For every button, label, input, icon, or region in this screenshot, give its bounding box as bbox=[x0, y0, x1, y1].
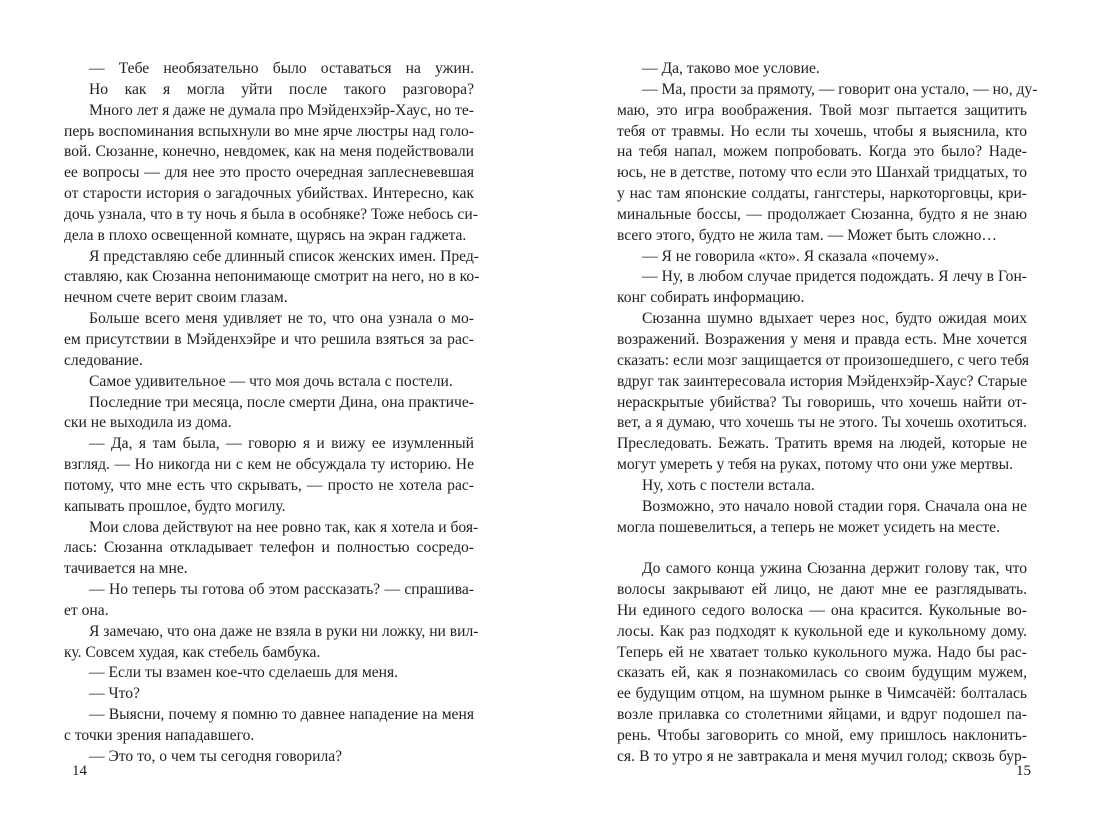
text-line: Последние три месяца, после смерти Дина, она практиче- bbox=[89, 393, 474, 411]
text-line: с точки зрения нападавшего. bbox=[64, 727, 255, 744]
text-line: лась: Сюзанна откладывает телефон и полностью сосредо- bbox=[64, 539, 474, 557]
text-line: ее будущим отцом, на шумном рынке в Чимсачёй: болталась bbox=[617, 685, 1027, 703]
left-page bbox=[64, 59, 480, 768]
text-line: могла пошевелиться, а теперь не может усидеть на месте. bbox=[617, 518, 1000, 536]
text-line: конг собирать информацию. bbox=[617, 289, 805, 307]
text-line: нераскрытые убийства? Ты говоришь, что хочешь найти от- bbox=[617, 393, 1027, 411]
text-line: на тебя напал, можем попробовать. Когда это было? Наде- bbox=[617, 143, 1027, 161]
text-line: всего этого, будто не жила там. — Может быть сложно… bbox=[617, 226, 998, 244]
text-line: дочь узнала, что в ту ночь я была в особняке? Тоже небось си- bbox=[64, 205, 478, 223]
text-line: — Но теперь ты готова об этом рассказать? — спрашива- bbox=[89, 581, 474, 599]
text-line: — Это то, о чем ты сегодня говорила? bbox=[89, 747, 343, 765]
page-number-right: 15 bbox=[1016, 763, 1031, 779]
text-line: Больше всего меня удивляет не то, что она узнала о мо- bbox=[89, 310, 474, 328]
text-line: сказать ей, как я познакомилась со своим будущим мужем, bbox=[617, 664, 1027, 682]
text-line: перь воспоминания вспыхнули во мне ярче люстры над голо- bbox=[64, 122, 474, 140]
text-line: тачивается на мне. bbox=[64, 560, 188, 578]
section-break bbox=[617, 538, 1027, 559]
text-line: — Да, таково мое условие. bbox=[642, 60, 820, 77]
text-line: — Ну, в любом случае придется подождать. Я лечу в Гон- bbox=[642, 268, 1027, 286]
text-line: возражений. Возражения у меня и правда есть. Мне хочется bbox=[617, 330, 1027, 348]
text-line: — Тебе необязательно было оставаться на ужин. bbox=[89, 60, 474, 77]
text-line: вдруг так заинтересовала история Мэйденхэйр-Хаус? Старые bbox=[617, 372, 1027, 390]
text-line: от старости история о загадочных убийствах. Интересно, как bbox=[64, 185, 474, 203]
text-line: взгляд. — Но никогда ни с кем не обсуждала ту историю. Не bbox=[64, 456, 474, 474]
text-line: Теперь ей не хватает только кукольного мужа. Надо бы рас- bbox=[617, 643, 1027, 661]
text-line: Преследовать. Бежать. Тратить время на людей, которые не bbox=[617, 435, 1027, 453]
text-line: ставляю, как Сюзанна непонимающе смотрит на него, но в ко- bbox=[64, 268, 480, 286]
right-page bbox=[617, 59, 1038, 768]
text-line: сказать: если мозг защищается от произошедшего, с чего тебя bbox=[617, 351, 1030, 369]
text-line: ся. В то утро я не завтракала и меня мучил голод; сквозь бур- bbox=[617, 747, 1027, 765]
page-number-left: 14 bbox=[72, 763, 87, 779]
text-line: Ни единого седого волоска — она красится. Кукольные во- bbox=[617, 601, 1027, 619]
text-line: у нас там японские солдаты, гангстеры, наркоторговцы, кри- bbox=[617, 185, 1027, 203]
text-line: дела в плохо освещенной комнате, щурясь на экран гаджета. bbox=[64, 226, 467, 244]
text-line: ее вопросы — для нее это просто очередная заплесневевшая bbox=[64, 164, 474, 182]
text-line: Но как я могла уйти после такого разговора? bbox=[89, 80, 474, 98]
text-line: — Ма, прости за прямоту, — говорит она устало, — но, ду- bbox=[642, 80, 1038, 98]
text-line: волосы закрывают ей лицо, не дают мне ее разглядывать. bbox=[617, 581, 1027, 599]
text-line: ку. Совсем худая, как стебель бамбука. bbox=[64, 643, 321, 661]
text-line: могут умереть у тебя на руках, потому что они уже мертвы. bbox=[617, 456, 1014, 474]
text-line: тебя от травмы. Но если ты хочешь, чтобы я выяснила, кто bbox=[617, 122, 1027, 140]
text-line: Самое удивительное — что моя дочь встала с постели. bbox=[89, 372, 453, 390]
text-line: Я замечаю, что она даже не взяла в руки ни ложку, ни вил- bbox=[89, 622, 479, 640]
text-line: капывать прошлое, будто могилу. bbox=[64, 497, 286, 515]
text-line: Мои слова действуют на нее ровно так, как я хотела и боя- bbox=[89, 518, 479, 536]
text-line: — Выясни, почему я помню то давнее нападение на меня bbox=[89, 706, 474, 724]
text-line: ем присутствии в Мэйденхэйре и что решила взяться за рас- bbox=[64, 330, 474, 348]
text-line: — Если ты взамен кое-что сделаешь для меня. bbox=[89, 664, 399, 682]
text-line: — Что? bbox=[89, 685, 140, 703]
text-line: маю, это игра воображения. Твой мозг пытается защитить bbox=[617, 101, 1027, 119]
text-line: Сюзанна шумно вдыхает через нос, будто ожидая моих bbox=[642, 310, 1027, 328]
text-line: возле прилавка со столетними яйцами, и вдруг подошел па- bbox=[617, 706, 1027, 724]
text-line: лосы. Как раз подходят к кукольной еде и кукольному дому. bbox=[617, 622, 1027, 640]
text-line: Ну, хоть с постели встала. bbox=[642, 476, 815, 494]
text-line: вой. Сюзанне, конечно, невдомек, как на меня подействовали bbox=[64, 143, 474, 161]
text-line: потому, что мне есть что скрывать, — просто не хотела рас- bbox=[64, 476, 474, 494]
text-line: следование. bbox=[64, 351, 143, 369]
text-line: нечном счете верит своим глазам. bbox=[64, 289, 288, 307]
text-line: ет она. bbox=[64, 601, 109, 619]
text-line: вет, а я думаю, что хочешь ты не этого. Ты хочешь охотиться. bbox=[617, 414, 1027, 432]
text-line: Я представляю себе длинный список женских имен. Пред- bbox=[89, 247, 480, 265]
text-line: До самого конца ужина Сюзанна держит голову так, что bbox=[642, 560, 1027, 578]
text-line: ски не выходила из дома. bbox=[64, 414, 232, 432]
text-line: рень. Чтобы заговорить со мной, ему пришлось наклонить- bbox=[617, 727, 1027, 744]
text-line: юсь, не в детстве, потому что если это Шанхай тридцатых, то bbox=[617, 164, 1027, 182]
text-line: Много лет я даже не думала про Мэйденхэйр-Хаус, но те- bbox=[89, 101, 474, 119]
text-line: минальные боссы, — продолжает Сюзанна, будто я не знаю bbox=[617, 205, 1027, 223]
text-line: — Да, я там была, — говорю я и вижу ее изумленный bbox=[89, 435, 474, 453]
text-line: — Я не говорила «кто». Я сказала «почему». bbox=[642, 247, 940, 265]
text-line: Возможно, это начало новой стадии горя. Сначала она не bbox=[642, 497, 1027, 515]
